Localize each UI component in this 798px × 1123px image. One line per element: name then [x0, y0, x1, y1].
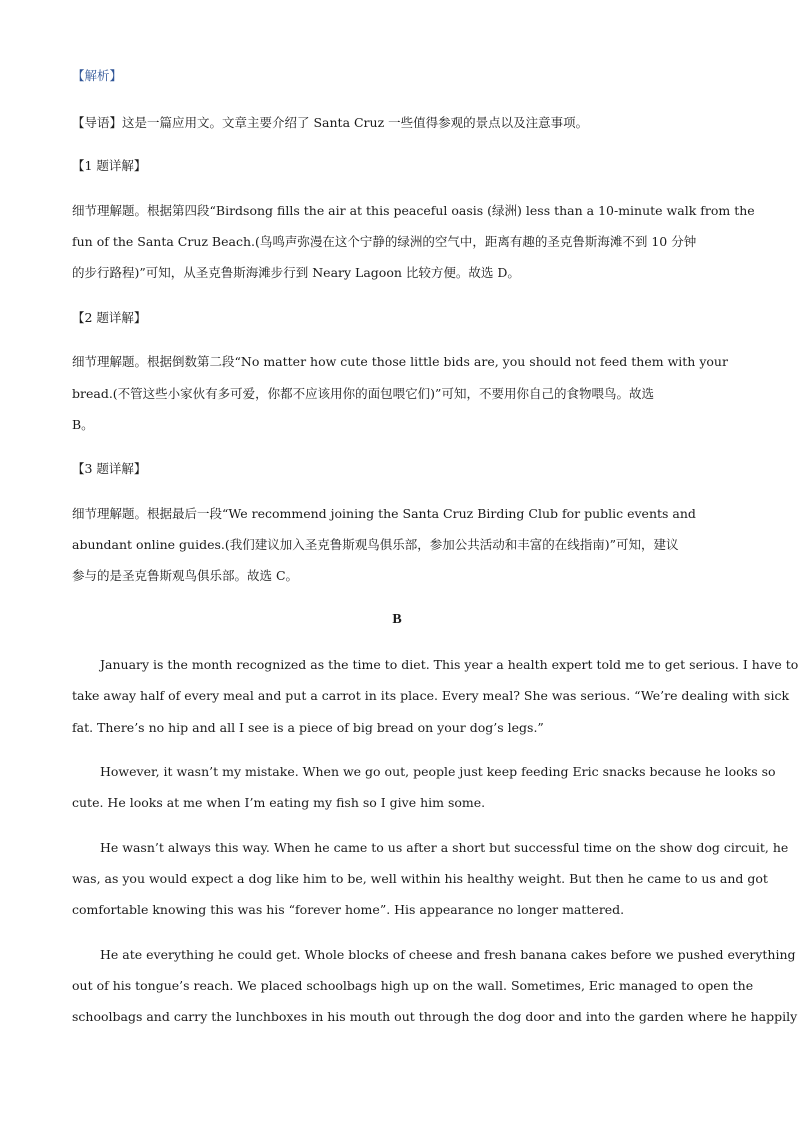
paragraph-3-line-2: was, as you would expect a dog like him to be, well within his healthy weight. But then he came to us and got — [72, 871, 768, 886]
q3-line-3: 参与的是圣克鲁斯观鸟俱乐部。故选 C。 — [72, 568, 299, 583]
q1-heading: 【1 题详解】 — [72, 158, 147, 173]
q2-heading: 【2 题详解】 — [72, 310, 147, 325]
paragraph-3-line-3: comfortable knowing this was his “forever home”. His appearance no longer mattered. — [72, 902, 625, 917]
q1-line-3: 的步行路程)”可知，从圣克鲁斯海滩步行到 Neary Lagoon 比较方便。故选 D。 — [72, 265, 520, 280]
section-b-title: B — [392, 612, 402, 627]
guide-text: 【导语】这是一篇应用文。文章主要介绍了 Santa Cruz 一些值得参观的景点以及注意事项。 — [72, 115, 589, 130]
q3-line-1: 细节理解题。根据最后一段“We recommend joining the Santa Cruz Birding Club for public events and — [72, 506, 696, 521]
paragraph-4-line-1: He ate everything he could get. Whole blocks of cheese and fresh banana cakes before we pushed everything — [100, 947, 796, 962]
q1-line-2: fun of the Santa Cruz Beach.(鸟鸣声弥漫在这个宁静的绿洲的空气中，距离有趣的圣克鲁斯海滩不到 10 分钟 — [72, 234, 697, 249]
q2-line-3: B。 — [72, 417, 94, 432]
paragraph-2-line-2: cute. He looks at me when I’m eating my fish so I give him some. — [72, 795, 486, 810]
paragraph-2-line-1: However, it wasn’t my mistake. When we go out, people just keep feeding Eric snacks because he looks so — [100, 764, 776, 779]
q3-heading: 【3 题详解】 — [72, 461, 147, 476]
q2-line-1: 细节理解题。根据倒数第二段“No matter how cute those little bids are, you should not feed them with your — [72, 354, 728, 369]
q3-line-2: abundant online guides.(我们建议加入圣克鲁斯观鸟俱乐部，参加公共活动和丰富的在线指南)”可知，建议 — [72, 537, 679, 552]
paragraph-1-line-2: take away half of every meal and put a carrot in its place. Every meal? She was serious. “We’re dealing with sick — [72, 688, 790, 703]
analysis-label: 【解析】 — [72, 68, 123, 83]
paragraph-1-line-3: fat. There’s no hip and all I see is a piece of big bread on your dog’s legs.” — [72, 720, 544, 735]
q2-line-2: bread.(不管这些小家伙有多可爱，你都不应该用你的面包喂它们)”可知，不要用你自己的食物喂鸟。故选 — [72, 386, 654, 401]
paragraph-3-line-1: He wasn’t always this way. When he came to us after a short but successful time on the show dog circuit, he — [100, 840, 789, 855]
paragraph-4-line-2: out of his tongue’s reach. We placed schoolbags high up on the wall. Sometimes, Eric managed to open the — [72, 978, 754, 993]
paragraph-1-line-1: January is the month recognized as the time to diet. This year a health expert told me to get serious. I have to — [100, 657, 798, 672]
q1-line-1: 细节理解题。根据第四段“Birdsong fills the air at this peaceful oasis (绿洲) less than a 10-minute walk from the — [72, 203, 755, 218]
paragraph-4-line-3: schoolbags and carry the lunchboxes in his mouth out through the dog door and into the garden where he happily — [72, 1009, 798, 1024]
